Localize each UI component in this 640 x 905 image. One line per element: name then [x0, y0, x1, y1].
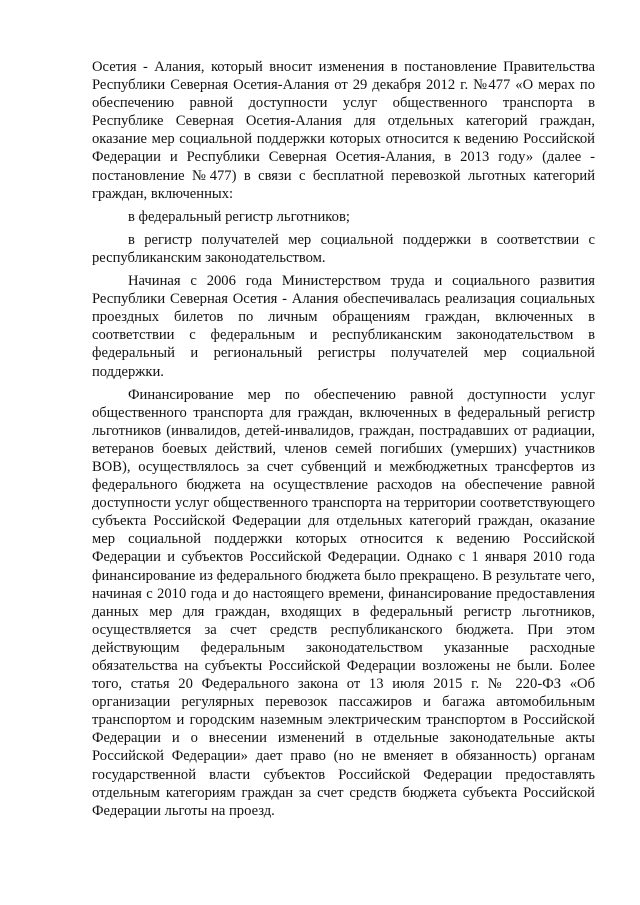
- paragraph-federal-register: в федеральный регистр льготников;: [128, 208, 350, 225]
- paragraph-resolution-intro: Осетия - Алания, который вносит изменения в постановление Правительства Республики Северная Осетия-Алания от 29 декабря 2012 г. №477 «О мерах по обеспечению равной доступности услуг общественного транспорта в Республике Северная Осетия-Алания для отдельных категорий граждан, оказание мер социальной поддержки которых относится к ведению Российской Федерации и Республики Северная Осетия-Алания, в 2013 году» (далее - постановление №477) в связи с бесплатной перевозкой льготных категорий граждан, включенных:: [92, 59, 595, 202]
- paragraph-republican-register: в регистр получателей мер социальной поддержки в соответствии с республиканским законодательством.: [92, 231, 595, 266]
- paragraph-financing: Финансирование мер по обеспечению равной доступности услуг общественного транспорта для граждан, включенных в федеральный регистр льготников (инвалидов, детей-инвалидов, граждан, пострадавших от радиации, ветеранов боевых действий, членов семей погибших (умерших) участников ВОВ), осуществлялось за счет субвенций и межбюджетных трансфертов из федерального бюджета на осуществление расходов на обеспечение равной доступности услуг общественного транспорта на территории соответствующего субъекта Российской Федерации для отдельных категорий граждан, оказание мер социальной поддержки которых относится к ведению Российской Федерации и субъектов Российской Федерации. Однако с 1 января 2010 года финансирование из федерального бюджета было прекращено. В результате чего, начиная с 2010 года и до настоящего времени, финансирование предоставления данных мер для граждан, входящих в федеральный регистр льготников, осуществляется за счет средств республиканского бюджета. При этом действующим федеральным законодательством указанные расходные обязательства на субъекты Российской Федерации возложены не были. Более того, статья 20 Федерального закона от 13 июля 2015 г. № 220-ФЗ «Об организации регулярных перевозок пассажиров и багажа автомобильным транспортом и городским наземным электрическим транспортом в Российской Федерации и о внесении изменений в отдельные законодательные акты Российской Федерации» дает право (но не вменяет в обязанность) органам государственной власти субъектов Российской Федерации предоставлять отдельным категориям граждан за счет средств бюджета субъекта Российской Федерации льготы на проезд.: [92, 386, 595, 819]
- document-body: [92, 58, 595, 825]
- paragraph-since-2006: Начиная с 2006 года Министерством труда и социального развития Республики Северная Осетия - Алания обеспечивалась реализация социальных проездных билетов по личным обращениям граждан, включенных в соответствии с федеральным и республиканским законодательством в федеральный и региональный регистры получателей мер социальной поддержки.: [92, 273, 595, 380]
